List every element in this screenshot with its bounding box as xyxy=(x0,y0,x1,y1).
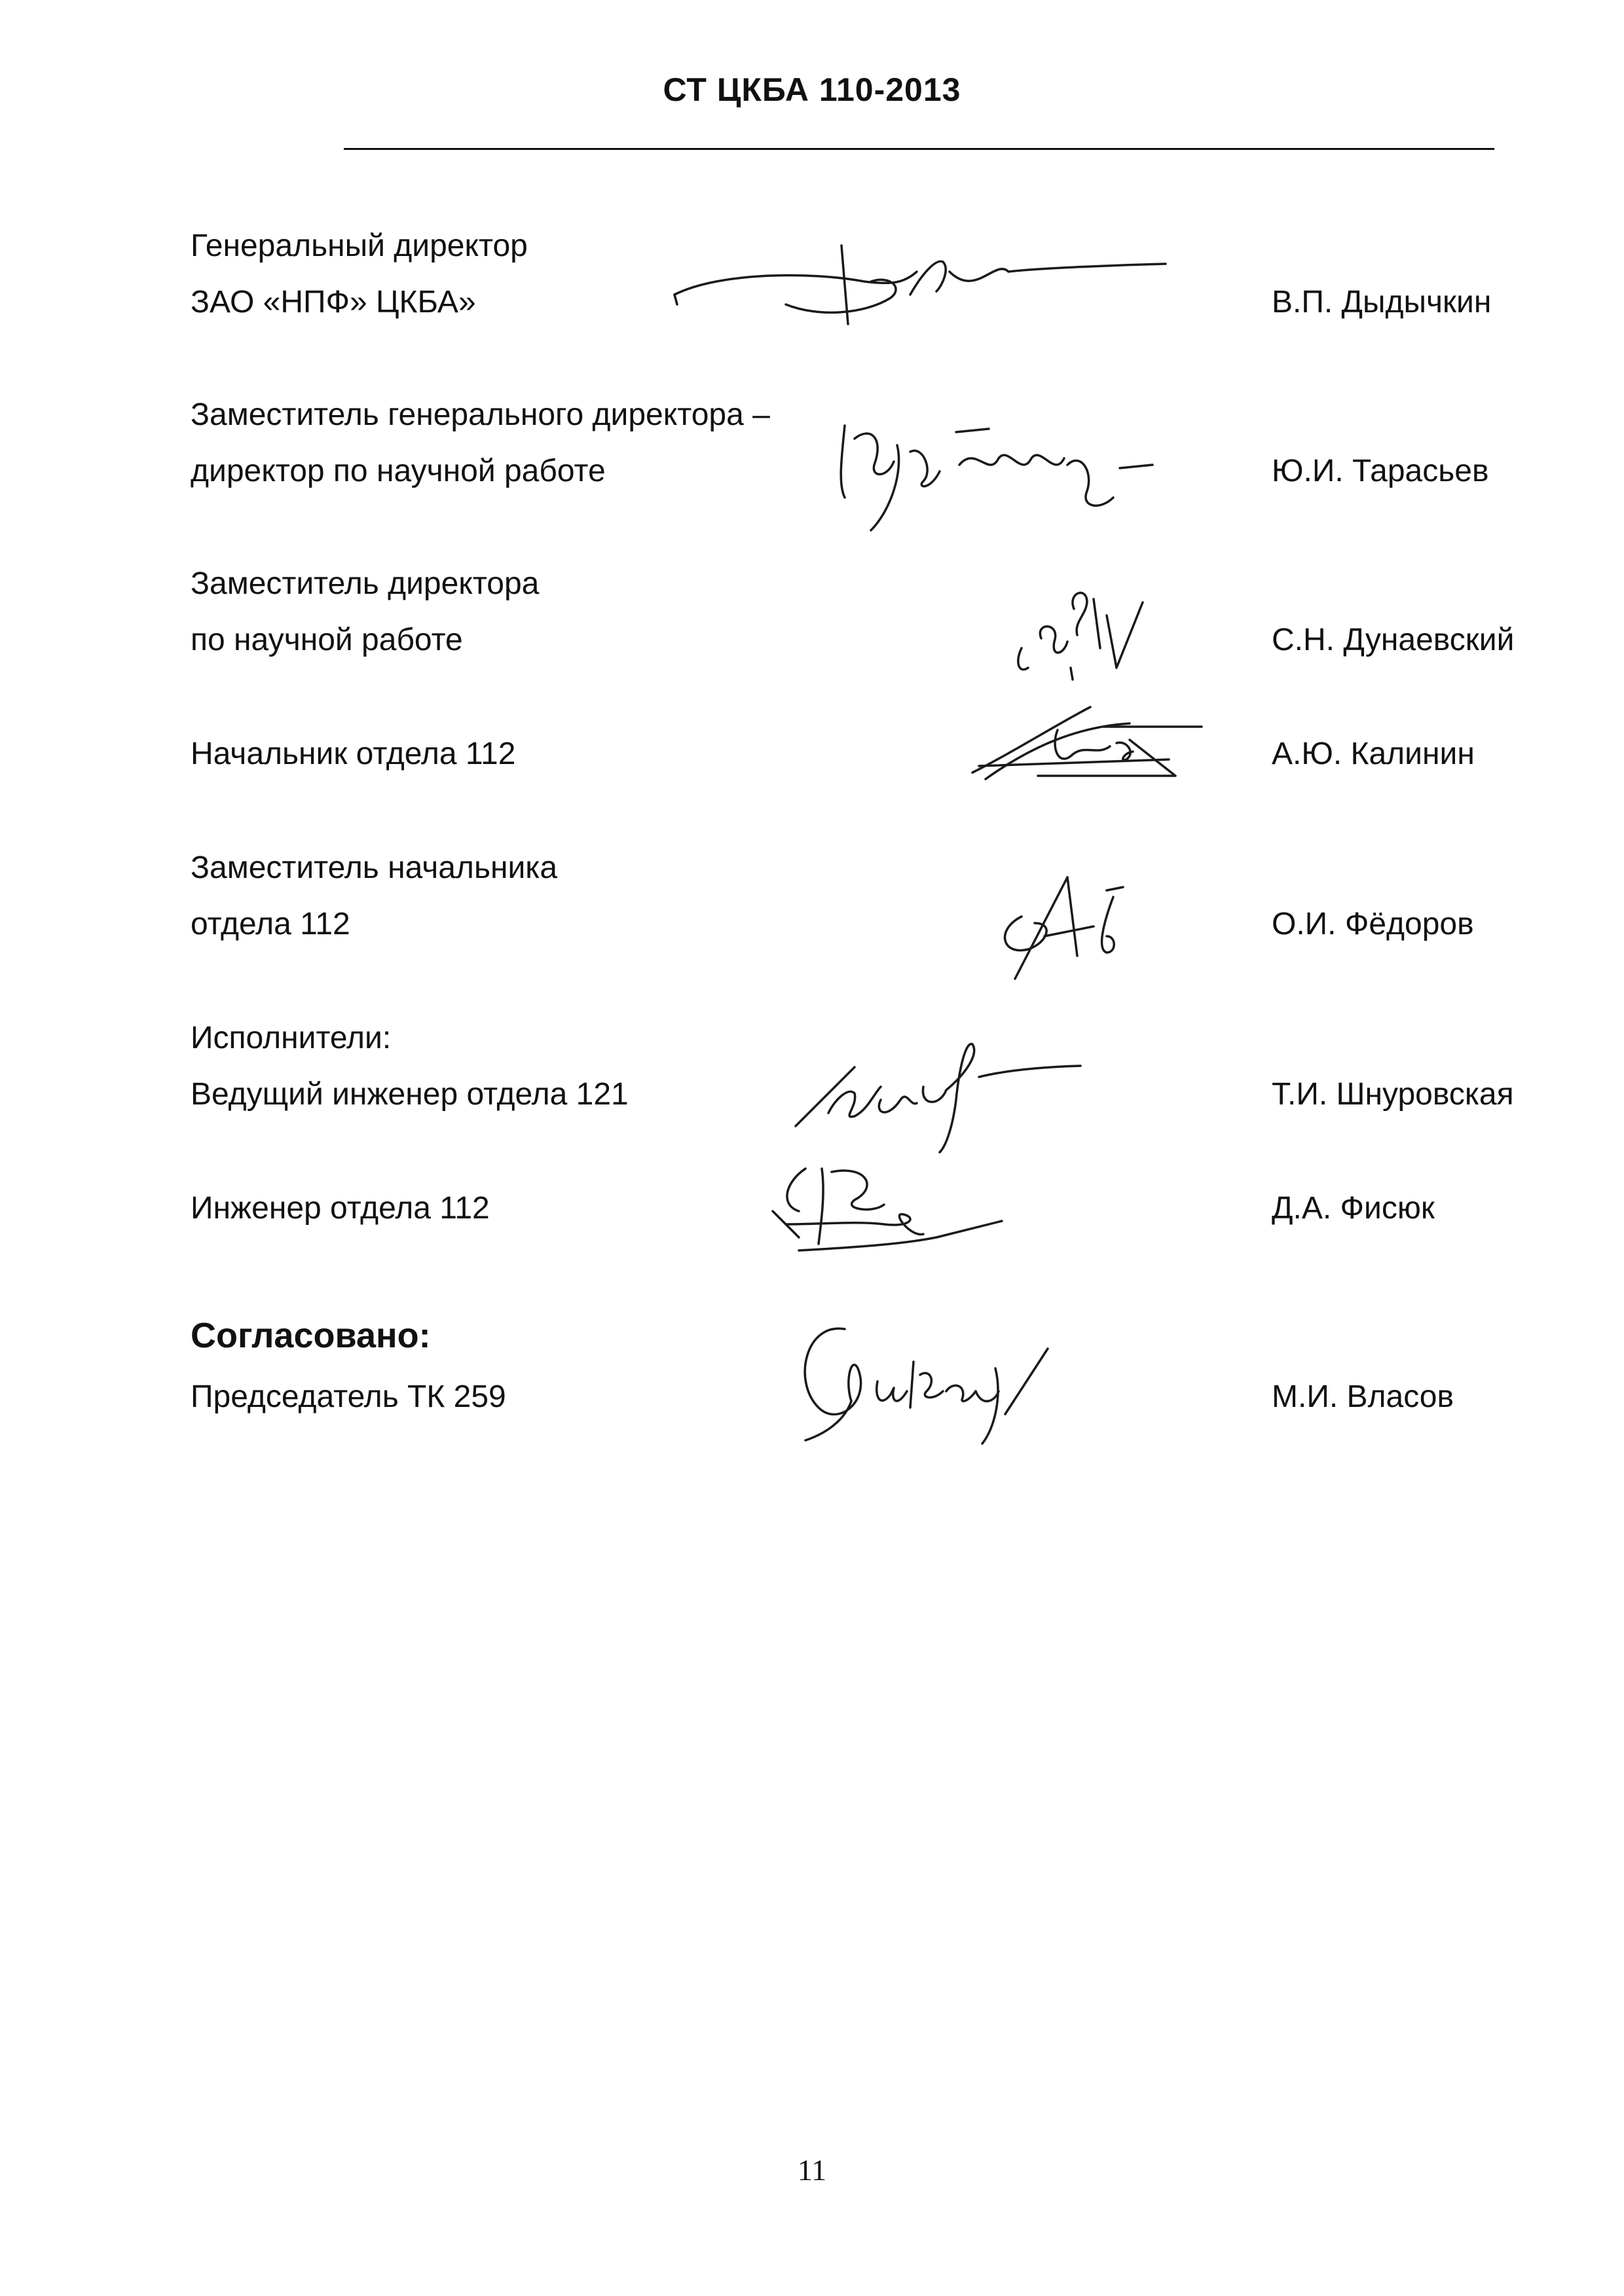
signatory-1-name: В.П. Дыдычкин xyxy=(1272,285,1492,319)
signatory-1-position-line-2: ЗАО «НПФ» ЦКБА» xyxy=(191,285,476,319)
signatory-3-position-line-2: по научной работе xyxy=(191,623,463,657)
signatory-5-position-line-2: отдела 112 xyxy=(191,907,350,941)
page-number: 11 xyxy=(797,2153,827,2187)
executors-heading: Исполнители: xyxy=(191,1021,392,1055)
signature-2 xyxy=(825,399,1166,537)
signatory-5-position-line-1: Заместитель начальника xyxy=(191,850,558,885)
signature-1 xyxy=(668,232,1179,331)
signature-8 xyxy=(779,1316,1061,1453)
approval-name: М.И. Власов xyxy=(1272,1379,1454,1414)
signature-5 xyxy=(982,864,1146,989)
signatory-3-position-line-1: Заместитель директора xyxy=(191,566,540,601)
document-code-header: СТ ЦКБА 110-2013 xyxy=(663,71,961,108)
signature-6 xyxy=(783,1028,1097,1159)
signatory-2-position-line-2: директор по научной работе xyxy=(191,454,606,488)
executor-2-position: Инженер отдела 112 xyxy=(191,1191,490,1226)
signatory-5-name: О.И. Фёдоров xyxy=(1272,907,1474,941)
signature-3 xyxy=(1002,576,1166,687)
signatory-1-position-line-1: Генеральный директор xyxy=(191,228,528,263)
header-rule xyxy=(344,148,1494,150)
executor-2-name: Д.А. Фисюк xyxy=(1272,1191,1435,1226)
signatory-2-name: Ю.И. Тарасьев xyxy=(1272,454,1489,488)
executor-1-position: Ведущий инженер отдела 121 xyxy=(191,1077,629,1112)
signature-7 xyxy=(760,1152,1022,1264)
executor-1-name: Т.И. Шнуровская xyxy=(1272,1077,1514,1112)
signatory-3-name: С.Н. Дунаевский xyxy=(1272,623,1515,657)
signatory-4-position-line-1: Начальник отдела 112 xyxy=(191,737,516,771)
signatory-2-position-line-1: Заместитель генерального директора – xyxy=(191,397,770,432)
signatory-4-name: А.Ю. Калинин xyxy=(1272,737,1475,771)
approval-position: Председатель ТК 259 xyxy=(191,1379,506,1414)
signature-4 xyxy=(959,694,1208,792)
approval-heading: Согласовано: xyxy=(191,1316,431,1355)
